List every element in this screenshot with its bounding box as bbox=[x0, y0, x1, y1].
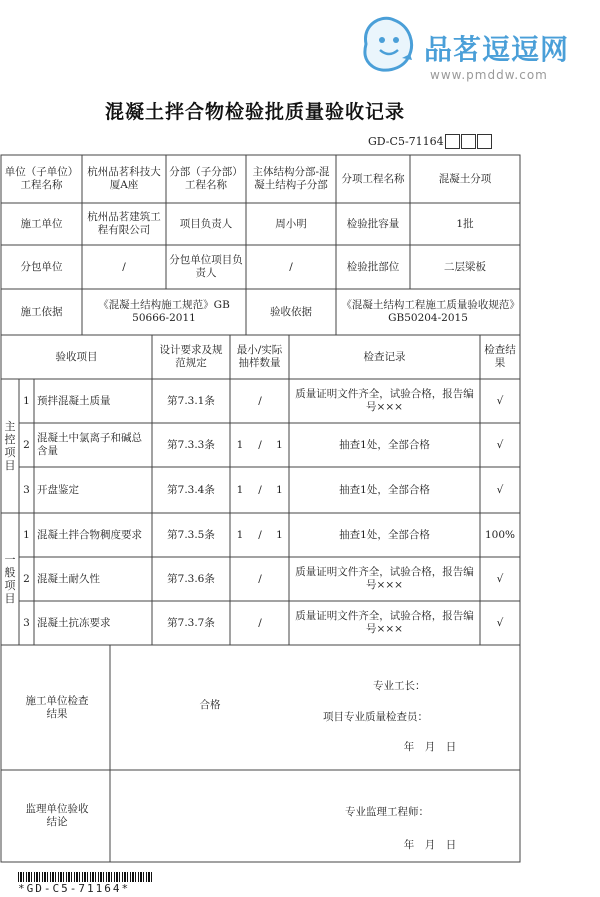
row-sample-actual: / bbox=[258, 394, 262, 407]
subdivision-value: 主体结构分部-混凝土结构子分部 bbox=[252, 166, 330, 191]
row-name: 混凝土中氯离子和碱总含量 bbox=[37, 432, 142, 457]
foreman-label: 专业工长： bbox=[373, 679, 426, 692]
row-sample-min: 1 bbox=[236, 438, 244, 451]
header-spec: 设计要求及规范规定 bbox=[159, 344, 223, 369]
construction-check-date: 年 月 日 bbox=[403, 740, 457, 753]
row-number: 2 bbox=[23, 438, 30, 451]
project-manager-label: 项目负责人 bbox=[179, 217, 233, 230]
brand-name: 品茗逗逗网 bbox=[424, 33, 570, 66]
unit-value: 杭州品茗科技大厦A座 bbox=[87, 166, 161, 191]
subcontractor-pm-label: 分包单位项目负责人 bbox=[169, 254, 243, 279]
row-sample-slash: / bbox=[258, 528, 262, 541]
row-number: 1 bbox=[23, 528, 30, 541]
supervision-label: 监理单位验收结论 bbox=[25, 803, 89, 828]
row-clause: 第7.3.7条 bbox=[167, 616, 215, 629]
row-result: 100% bbox=[484, 528, 516, 541]
row-number: 1 bbox=[23, 394, 30, 407]
barcode bbox=[18, 872, 153, 882]
row-sample-actual: 1 bbox=[276, 528, 283, 541]
row-clause: 第7.3.6条 bbox=[167, 572, 215, 585]
row-name: 混凝土耐久性 bbox=[37, 572, 100, 585]
row-sample-min: 1 bbox=[236, 528, 244, 541]
supervising-engineer-label: 专业监理工程师： bbox=[345, 805, 429, 818]
header-result: 检查结果 bbox=[484, 344, 516, 369]
row-record: 质量证明文件齐全，试验合格，报告编号××× bbox=[295, 610, 474, 635]
project-manager-value: 周小明 bbox=[275, 217, 307, 230]
row-number: 2 bbox=[23, 572, 30, 585]
group-label-general-text: 一般项目 bbox=[4, 553, 16, 605]
item-value: 混凝土分项 bbox=[438, 172, 492, 185]
row-clause: 第7.3.1条 bbox=[167, 394, 215, 407]
row-name: 混凝土抗冻要求 bbox=[37, 616, 111, 629]
page-title: 混凝土拌合物检验批质量验收记录 bbox=[105, 101, 406, 123]
header-sample: 最小/实际抽样数量 bbox=[236, 344, 283, 369]
subcontractor-value: / bbox=[122, 260, 126, 273]
subcontractor-label: 分包单位 bbox=[20, 260, 63, 273]
header-record: 检查记录 bbox=[363, 350, 406, 363]
row-result: √ bbox=[496, 483, 504, 496]
contractor-label: 施工单位 bbox=[20, 217, 63, 230]
row-name: 混凝土拌合物稠度要求 bbox=[37, 528, 142, 541]
row-sample-slash: / bbox=[258, 438, 262, 451]
unit-label: 单位（子单位）工程名称 bbox=[4, 166, 79, 191]
row-record: 抽查1处，全部合格 bbox=[339, 438, 430, 451]
subcontractor-pm-value: / bbox=[289, 260, 293, 273]
acceptance-basis-value: 《混凝土结构工程施工质量验收规范》GB50204-2015 bbox=[341, 299, 515, 324]
capacity-value: 1批 bbox=[456, 217, 474, 230]
row-sample-min: 1 bbox=[236, 483, 244, 496]
row-result: √ bbox=[496, 616, 504, 629]
row-clause: 第7.3.3条 bbox=[167, 438, 215, 451]
row-sample-actual: / bbox=[258, 616, 262, 629]
group-label-main-text: 主控项目 bbox=[4, 420, 16, 472]
group-label-main bbox=[1, 379, 19, 513]
row-name: 开盘鉴定 bbox=[37, 483, 79, 496]
form-code-text: GD-C5-71164 bbox=[368, 135, 444, 148]
row-record: 抽查1处，全部合格 bbox=[339, 528, 430, 541]
row-sample-actual: / bbox=[258, 572, 262, 585]
contractor-value: 杭州品茗建筑工程有限公司 bbox=[87, 211, 161, 236]
item-label: 分项工程名称 bbox=[341, 172, 405, 185]
subdivision-label: 分部（子分部）工程名称 bbox=[169, 166, 243, 191]
part-label: 检验批部位 bbox=[346, 260, 400, 273]
construction-basis-value: 《混凝土结构施工规范》GB 50666-2011 bbox=[98, 299, 230, 324]
row-result: √ bbox=[496, 438, 504, 451]
row-clause: 第7.3.4条 bbox=[167, 483, 215, 496]
quality-inspector-label: 项目专业质量检查员： bbox=[323, 710, 428, 723]
row-number: 3 bbox=[23, 616, 30, 629]
group-label-general bbox=[1, 513, 19, 645]
row-number: 3 bbox=[23, 483, 30, 496]
header-item: 验收项目 bbox=[55, 350, 98, 363]
part-value: 二层梁板 bbox=[444, 260, 486, 273]
row-record: 质量证明文件齐全，试验合格，报告编号××× bbox=[295, 566, 474, 591]
construction-check-result: 合格 bbox=[199, 698, 221, 711]
row-name: 预拌混凝土质量 bbox=[37, 394, 111, 407]
row-sample-actual: 1 bbox=[276, 438, 283, 451]
row-sample-slash: / bbox=[258, 483, 262, 496]
row-result: √ bbox=[496, 394, 504, 407]
acceptance-basis-label: 验收依据 bbox=[270, 305, 312, 318]
row-sample-actual: 1 bbox=[276, 483, 283, 496]
row-result: √ bbox=[496, 572, 504, 585]
brand-url: www.pmddw.com bbox=[430, 68, 548, 82]
construction-basis-label: 施工依据 bbox=[20, 305, 63, 318]
capacity-label: 检验批容量 bbox=[346, 217, 400, 230]
row-record: 抽查1处，全部合格 bbox=[339, 483, 430, 496]
supervision-date: 年 月 日 bbox=[403, 838, 457, 851]
barcode-text: *GD-C5-71164* bbox=[18, 882, 131, 895]
row-clause: 第7.3.5条 bbox=[167, 528, 215, 541]
row-record: 质量证明文件齐全，试验合格，报告编号××× bbox=[295, 388, 474, 413]
construction-check-label: 施工单位检查结果 bbox=[25, 694, 89, 720]
